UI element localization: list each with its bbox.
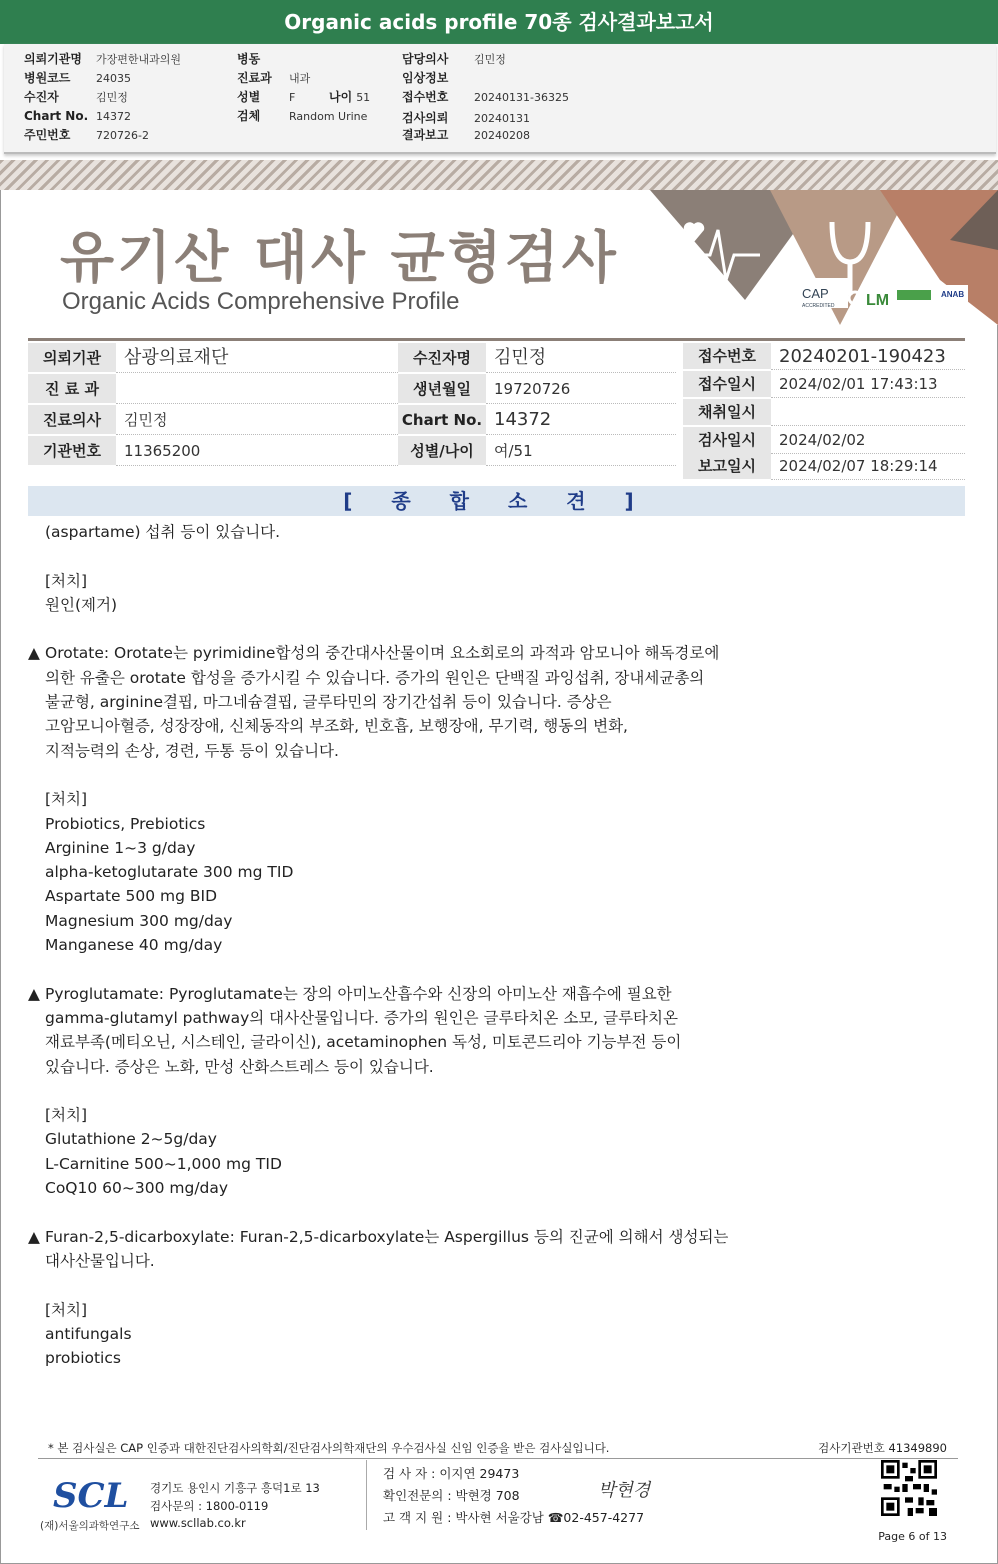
summary-line-text: 대사산물입니다. (45, 1251, 155, 1270)
info-label: 접수일시 (683, 371, 771, 398)
header-field-value: 20240131 (474, 112, 530, 125)
summary-line-text: 지적능력의 손상, 경련, 두통 등이 있습니다. (45, 741, 339, 760)
info-label: 성별/나이 (398, 436, 486, 466)
summary-line (28, 544, 788, 568)
summary-line-text: 의한 유출은 orotate 합성을 증가시킬 수 있습니다. 증가의 원인은 단백질 과잉섭취, 장내세균총의 (45, 668, 705, 687)
report-banner-title: Organic acids profile 70종 검사결과보고서 (0, 0, 998, 44)
summary-line (28, 957, 788, 981)
info-label: 생년월일 (398, 374, 486, 404)
svg-text:ACCREDITED: ACCREDITED (802, 303, 835, 309)
summary-line (28, 836, 788, 860)
qr-code-icon (881, 1460, 937, 1516)
summary-line-text: Furan-2,5-dicarboxylate: Furan-2,5-dicarboxylate는 Aspergillus 등의 진균에 의해서 생성되는 (45, 1227, 729, 1246)
info-label: 기관번호 (28, 436, 116, 466)
summary-line (28, 1322, 788, 1346)
summary-line (28, 1346, 788, 1370)
header-field-label: 진료과 (237, 71, 272, 85)
summary-line (28, 1006, 788, 1030)
signature: 박현경 (598, 1480, 651, 1501)
summary-line (28, 982, 788, 1006)
summary-line (28, 690, 788, 714)
summary-line (28, 1127, 788, 1151)
summary-line-text: [처치] (45, 571, 88, 590)
summary-line (28, 1273, 788, 1297)
summary-line (28, 1055, 788, 1079)
summary-line (28, 1298, 788, 1322)
org-name: (재)서울의과학연구소 (40, 1520, 140, 1532)
header-field-value: 24035 (96, 72, 131, 85)
summary-line-text: gamma-glutamyl pathway의 대사산물입니다. 증가의 원인은 글루타치온 소모, 글루타치온 (45, 1008, 678, 1027)
summary-line (28, 641, 788, 665)
info-value: 2024/02/02 (771, 427, 965, 454)
info-value: 11365200 (116, 436, 398, 466)
summary-line (28, 1103, 788, 1127)
summary-line-text: 불균형, arginine결핍, 마그네슘결핍, 글루타민의 장기간섭취 등이 있습니다. 증상은 (45, 693, 612, 712)
summary-line (28, 884, 788, 908)
header-field-label: 담당의사 (402, 52, 449, 66)
summary-line-text: Arginine 1~3 g/day (45, 838, 196, 857)
accreditation-note: * 본 검사실은 CAP 인증과 대한진단검사의학회/진단검사의학재단의 우수검사실 신임 인증을 받은 검사실입니다. (48, 1441, 610, 1455)
summary-line-text: 있습니다. 증상은 노화, 만성 산화스트레스 등이 있습니다. (45, 1057, 434, 1076)
info-value (771, 399, 965, 426)
header-field-label: 병동 (237, 52, 261, 66)
institution-code: 검사기관번호 41349890 (818, 1441, 947, 1455)
summary-line (28, 860, 788, 884)
summary-line-text: Aspartate 500 mg BID (45, 887, 218, 906)
header-field (237, 88, 295, 105)
summary-line (28, 593, 788, 617)
info-label: Chart No. (398, 405, 486, 435)
table-top-rule (28, 338, 965, 341)
footer-divider (38, 1458, 958, 1459)
summary-line-text: 고암모니아혈증, 성장장애, 신체동작의 부조화, 빈호흡, 보행장애, 무기력, 행동의 변화, (45, 717, 628, 736)
info-value: 2024/02/07 18:29:14 (771, 453, 965, 480)
report-title-korean: 유기산 대사 균형검사 (60, 226, 619, 291)
summary-line (28, 933, 788, 957)
report-footer (28, 1438, 965, 1548)
patient-header-panel (4, 44, 996, 154)
summary-line-text: Orotate: Orotate는 pyrimidine합성의 중간대사산물이며 요소회로의 과적과 암모니아 해독경로에 (45, 644, 720, 663)
triangle-bullet-icon: ▲ (28, 644, 40, 663)
summary-line (28, 909, 788, 933)
header-field (24, 50, 181, 67)
summary-line-text: 원인(제거) (45, 595, 117, 614)
info-value: 김민정 (486, 343, 676, 373)
summary-line (28, 1176, 788, 1200)
scl-logo: SCL (53, 1476, 129, 1516)
header-field-value: 20240131-36325 (474, 91, 569, 104)
info-value: 20240201-190423 (771, 343, 965, 370)
report-title-english: Organic Acids Comprehensive Profile (62, 288, 460, 315)
header-field-label: 수진자 (24, 90, 59, 104)
header-field-label: 나이 (329, 90, 353, 104)
info-value (116, 374, 398, 404)
header-field (237, 107, 367, 124)
summary-line-text: Glutathione 2~5g/day (45, 1130, 217, 1149)
header-field (329, 88, 370, 105)
header-field (402, 109, 530, 126)
header-field-label: 성별 (237, 90, 261, 104)
summary-body-text (28, 520, 788, 1370)
lm-logo: LM (866, 292, 890, 309)
summary-line-text: alpha-ketoglutarate 300 mg TID (45, 863, 294, 882)
summary-line-text: [처치] (45, 1300, 88, 1319)
header-field-label: Chart No. (24, 109, 89, 123)
header-field-value: 720726-2 (96, 129, 149, 142)
summary-line (28, 1079, 788, 1103)
summary-line-text: (aspartame) 섭취 등이 있습니다. (45, 523, 281, 541)
header-field-label: 임상정보 (402, 71, 449, 85)
header-field-value: 김민정 (96, 91, 128, 104)
summary-line-text: [처치] (45, 790, 88, 809)
summary-line-text: Probiotics, Prebiotics (45, 814, 206, 833)
summary-line-text: 재료부족(메티오닌, 시스테인, 글라이신), acetaminophen 독성, 미토콘드리아 기능부전 등이 (45, 1033, 682, 1052)
summary-line-text: CoQ10 60~300 mg/day (45, 1179, 229, 1198)
summary-section-title: [ 종 합 소 견 ] (28, 486, 965, 516)
header-field (24, 126, 149, 143)
header-field (24, 88, 128, 105)
summary-line-text: Magnesium 300 mg/day (45, 911, 233, 930)
header-field-label: 병원코드 (24, 71, 71, 85)
header-field-label: 검체 (237, 109, 261, 123)
inquiry-phone: 검사문의 : 1800-0119 (150, 1499, 269, 1513)
summary-line (28, 1200, 788, 1224)
summary-line (28, 787, 788, 811)
info-label: 검사일시 (683, 427, 771, 454)
summary-line (28, 1152, 788, 1176)
summary-line (28, 739, 788, 763)
header-field (237, 50, 289, 67)
header-decoration (650, 160, 998, 325)
summary-line (28, 1249, 788, 1273)
info-value: 2024/02/01 17:43:13 (771, 371, 965, 398)
header-field-label: 주민번호 (24, 128, 71, 142)
summary-line (28, 1225, 788, 1249)
header-field-label: 검사의뢰 (402, 111, 449, 125)
header-field-value: 내과 (289, 72, 311, 85)
customer-support: 고 객 지 원 : 박사현 서울강남 ☎02-457-4277 (383, 1510, 645, 1525)
header-field-label: 의뢰기관명 (24, 52, 82, 66)
header-field-value: F (289, 91, 296, 104)
anab-logo: ANAB (941, 290, 965, 299)
info-label: 수진자명 (398, 343, 486, 373)
header-field-value: 51 (356, 91, 371, 104)
summary-line (28, 617, 788, 641)
triangle-bullet-icon: ▲ (28, 984, 40, 1003)
summary-line (28, 520, 788, 544)
header-field-value: Random Urine (289, 110, 368, 123)
summary-line (28, 569, 788, 593)
header-field (237, 69, 310, 86)
examiner: 검 사 자 : 이지연 29473 (383, 1466, 520, 1481)
info-value: 삼광의료재단 (116, 343, 398, 373)
info-value: 여/51 (486, 436, 676, 466)
header-field-value: 20240208 (474, 129, 530, 142)
summary-line (28, 1030, 788, 1054)
summary-line (28, 812, 788, 836)
header-field (402, 88, 569, 105)
cap-logo: CAP (802, 286, 829, 301)
summary-line-text: [처치] (45, 1106, 88, 1125)
info-label: 진 료 과 (28, 374, 116, 404)
header-field-value: 14372 (96, 110, 131, 123)
info-value: 19720726 (486, 374, 676, 404)
header-field (24, 109, 131, 123)
info-label: 접수번호 (683, 343, 771, 370)
footer-vertical-divider (366, 1460, 367, 1530)
summary-line-text: L-Carnitine 500~1,000 mg TID (45, 1154, 282, 1173)
confirming-specialist: 확인전문의 : 박현경 708 (383, 1488, 520, 1503)
info-value: 14372 (486, 405, 676, 435)
info-label: 보고일시 (683, 453, 771, 480)
header-field-label: 결과보고 (402, 128, 449, 142)
summary-line-text: probiotics (45, 1349, 121, 1368)
header-field-value: 가장편한내과의원 (96, 53, 182, 66)
summary-line (28, 666, 788, 690)
summary-line-text: antifungals (45, 1324, 132, 1343)
header-field-value: 김민정 (474, 53, 506, 66)
summary-line (28, 763, 788, 787)
address: 경기도 용인시 기흥구 흥덕1로 13 (150, 1481, 320, 1495)
header-field (24, 69, 131, 86)
header-field (402, 69, 474, 86)
summary-line-text: Manganese 40 mg/day (45, 936, 223, 955)
header-field (402, 50, 506, 67)
info-label: 진료의사 (28, 405, 116, 435)
header-field (402, 126, 530, 143)
summary-line-text: Pyroglutamate: Pyroglutamate는 장의 아미노산흡수와 신장의 아미노산 재흡수에 필요한 (45, 984, 672, 1003)
summary-line (28, 714, 788, 738)
triangle-bullet-icon: ▲ (28, 1227, 40, 1246)
website-link[interactable]: www.scllab.co.kr (150, 1516, 246, 1530)
header-field-label: 접수번호 (402, 90, 449, 104)
info-label: 의뢰기관 (28, 343, 116, 373)
info-value: 김민정 (116, 405, 398, 435)
info-label: 채취일시 (683, 399, 771, 426)
page-number: Page 6 of 13 (878, 1530, 947, 1543)
